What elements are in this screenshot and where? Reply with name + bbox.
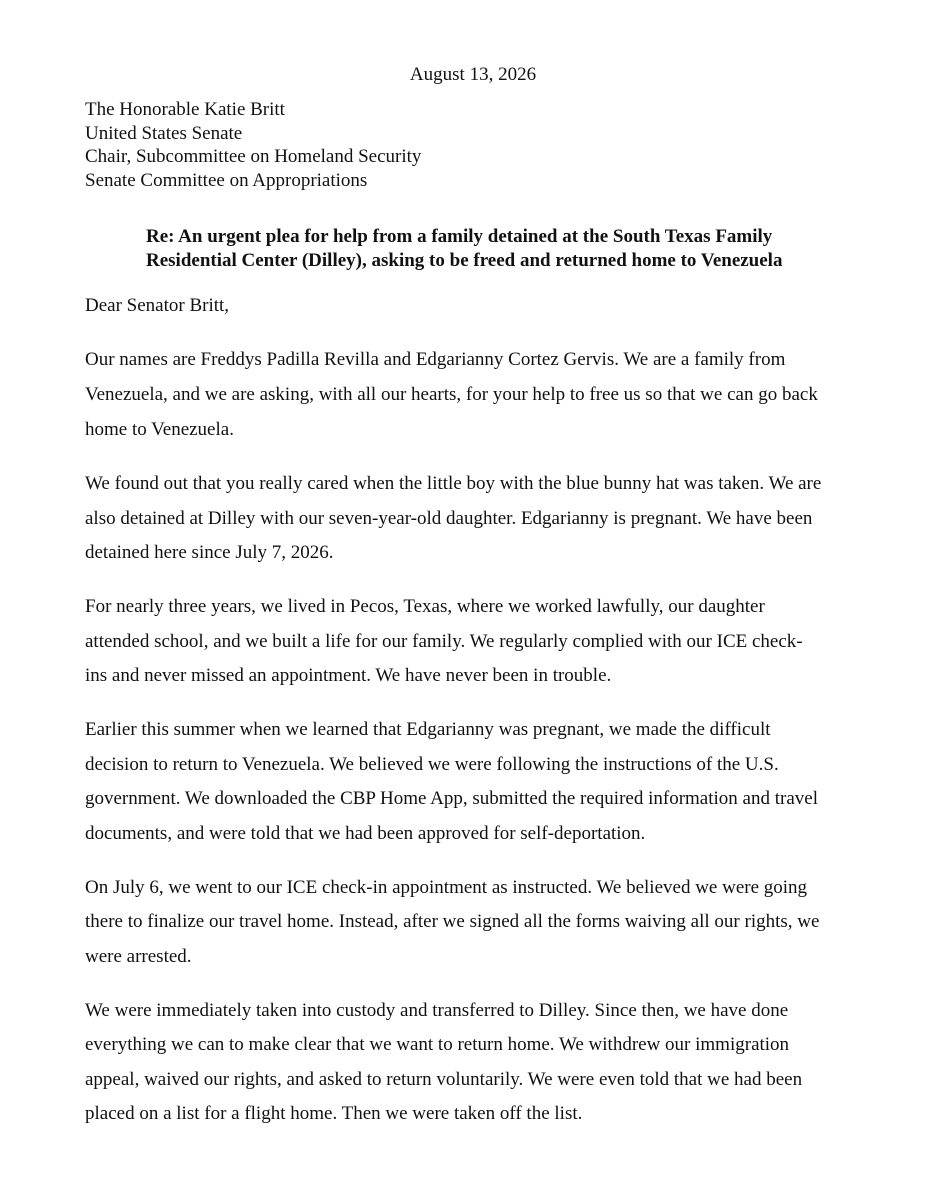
paragraph-line: Venezuela, and we are asking, with all our hearts, for your help to free us so that we can go back xyxy=(85,384,818,405)
paragraph-line: appeal, waived our rights, and asked to return voluntarily. We were even told that we had been xyxy=(85,1069,803,1090)
paragraph-line: government. We downloaded the CBP Home App, submitted the required information and travel xyxy=(85,788,818,809)
paragraph-line: decision to return to Venezuela. We believed we were following the instructions of the U.S. xyxy=(85,754,779,775)
paragraph-line: attended school, and we built a life for our family. We regularly complied with our ICE check- xyxy=(85,631,803,652)
paragraph-line: also detained at Dilley with our seven-year-old daughter. Edgarianny is pregnant. We have been xyxy=(85,508,813,529)
paragraph-line: were arrested. xyxy=(85,946,192,967)
subject-line-1: Re: An urgent plea for help from a family detained at the South Texas Family xyxy=(146,226,773,247)
recipient-institution: United States Senate xyxy=(85,122,243,144)
recipient-committee: Senate Committee on Appropriations xyxy=(85,169,368,191)
paragraph-line: For nearly three years, we lived in Pecos, Texas, where we worked lawfully, our daughter xyxy=(85,596,765,617)
subject-line xyxy=(146,225,866,272)
paragraph-line: there to finalize our travel home. Instead, after we signed all the forms waiving all our rights, we xyxy=(85,911,820,932)
subject-line-2: Residential Center (Dilley), asking to be freed and returned home to Venezuela xyxy=(146,249,783,271)
paragraph-line: home to Venezuela. xyxy=(85,419,234,440)
paragraph-line: documents, and were told that we had been approved for self-deportation. xyxy=(85,823,646,844)
recipient-name: The Honorable Katie Britt xyxy=(85,99,285,120)
paragraph-line: We found out that you really cared when the little boy with the blue bunny hat was taken. We are xyxy=(85,473,822,494)
paragraph-line: Our names are Freddys Padilla Revilla and Edgarianny Cortez Gervis. We are a family from xyxy=(85,349,786,370)
salutation: Dear Senator Britt, xyxy=(85,295,230,316)
letter-date: August 13, 2026 xyxy=(409,64,537,85)
recipient-title: Chair, Subcommittee on Homeland Security xyxy=(85,146,422,167)
recipient-address-block xyxy=(85,98,421,192)
paragraph-line: On July 6, we went to our ICE check-in appointment as instructed. We believed we were going xyxy=(85,877,808,898)
paragraph-line: We were immediately taken into custody and transferred to Dilley. Since then, we have done xyxy=(85,1000,789,1021)
paragraph-line: placed on a list for a flight home. Then we were taken off the list. xyxy=(85,1103,583,1124)
paragraph-line: ins and never missed an appointment. We have never been in trouble. xyxy=(85,665,612,686)
paragraph-line: Earlier this summer when we learned that Edgarianny was pregnant, we made the difficult xyxy=(85,719,771,740)
paragraph-line: everything we can to make clear that we want to return home. We withdrew our immigration xyxy=(85,1034,790,1055)
paragraph-line: detained here since July 7, 2026. xyxy=(85,542,334,563)
